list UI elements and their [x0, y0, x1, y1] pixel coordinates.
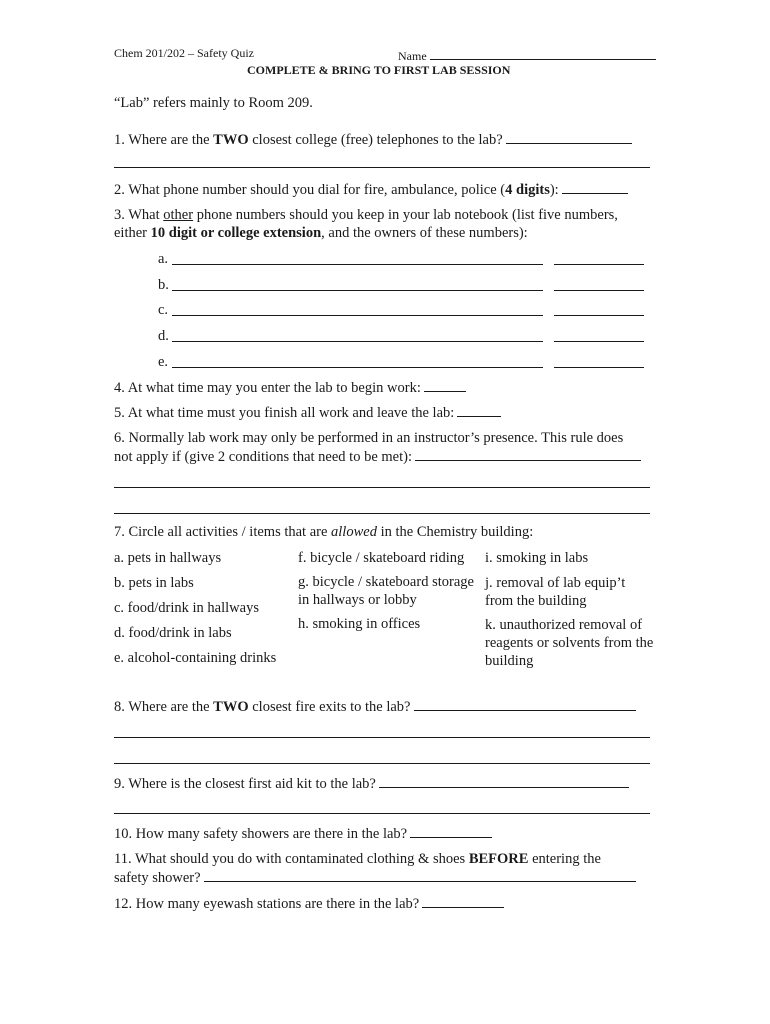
phone-number-line-e[interactable]	[172, 367, 543, 368]
activities-column-3	[485, 549, 655, 670]
question-3-line-1: 3. What other phone numbers should you keep in your lab notebook (list five numbers,	[114, 207, 618, 223]
answer-blank-5[interactable]	[457, 403, 501, 417]
answer-blank-12[interactable]	[422, 894, 504, 908]
phone-owner-line-a[interactable]	[554, 264, 644, 265]
phone-owner-line-c[interactable]	[554, 315, 644, 316]
activities-column-1	[114, 549, 294, 667]
phone-item-d: d.	[158, 328, 169, 344]
answer-blank-2[interactable]	[562, 180, 628, 194]
question-4: 4. At what time may you enter the lab to begin work:	[114, 378, 466, 398]
answer-blank-9[interactable]	[379, 774, 629, 788]
answer-line-9[interactable]	[114, 813, 650, 814]
answer-blank-10[interactable]	[410, 824, 492, 838]
name-label: Name	[398, 49, 427, 63]
question-5: 5. At what time must you finish all work and leave the lab:	[114, 403, 501, 423]
answer-line-8a[interactable]	[114, 737, 650, 738]
activity-item-i[interactable]: i. smoking in labs	[485, 550, 589, 566]
activities-column-2	[298, 549, 476, 633]
answer-line-1[interactable]	[114, 167, 650, 168]
name-blank[interactable]	[430, 46, 656, 60]
question-6-line-1: 6. Normally lab work may only be performed in an instructor’s presence. This rule does	[114, 430, 624, 446]
question-11-line-2: safety shower?	[114, 868, 636, 888]
question-9: 9. Where is the closest first aid kit to the lab?	[114, 774, 629, 794]
question-6-line-2: not apply if (give 2 conditions that need to be met):	[114, 447, 641, 467]
name-field[interactable]	[398, 46, 656, 64]
phone-number-line-b[interactable]	[172, 290, 543, 291]
phone-number-line-c[interactable]	[172, 315, 543, 316]
intro-text: “Lab” refers mainly to Room 209.	[114, 95, 313, 111]
question-3-line-2: either 10 digit or college extension, and the owners of these numbers):	[114, 225, 528, 241]
phone-item-b: b.	[158, 277, 169, 293]
phone-item-a: a.	[158, 251, 169, 267]
activity-item-a[interactable]: a. pets in hallways	[114, 550, 222, 566]
course-title: Chem 201/202 – Safety Quiz	[114, 46, 254, 60]
phone-owner-line-d[interactable]	[554, 341, 644, 342]
answer-line-6a[interactable]	[114, 487, 650, 488]
answer-blank-1[interactable]	[506, 130, 632, 144]
answer-line-8b[interactable]	[114, 763, 650, 764]
question-2: 2. What phone number should you dial for fire, ambulance, police (4 digits):	[114, 180, 628, 200]
question-8: 8. Where are the TWO closest fire exits to the lab?	[114, 697, 636, 717]
phone-number-line-d[interactable]	[172, 341, 543, 342]
phone-owner-line-e[interactable]	[554, 367, 644, 368]
answer-blank-11[interactable]	[204, 868, 636, 882]
activity-item-g[interactable]: g. bicycle / skateboard storage in hallways or lobby	[298, 574, 474, 608]
activity-item-e[interactable]: e. alcohol-containing drinks	[114, 650, 277, 666]
question-10: 10. How many safety showers are there in the lab?	[114, 824, 492, 844]
phone-item-c: c.	[158, 302, 169, 318]
page-subtitle: COMPLETE & BRING TO FIRST LAB SESSION	[247, 63, 511, 77]
activity-item-f[interactable]: f. bicycle / skateboard riding	[298, 550, 465, 566]
question-12: 12. How many eyewash stations are there in the lab?	[114, 894, 504, 914]
question-11-line-1: 11. What should you do with contaminated clothing & shoes BEFORE entering the	[114, 851, 601, 867]
phone-owner-line-b[interactable]	[554, 290, 644, 291]
answer-line-6b[interactable]	[114, 513, 650, 514]
answer-blank-4[interactable]	[424, 378, 466, 392]
activity-item-k[interactable]: k. unauthorized removal of reagents or solvents from the building	[485, 617, 654, 669]
question-7: 7. Circle all activities / items that are allowed in the Chemistry building:	[114, 524, 534, 540]
activity-item-j[interactable]: j. removal of lab equip’t from the building	[485, 575, 626, 609]
phone-number-line-a[interactable]	[172, 264, 543, 265]
answer-blank-8[interactable]	[414, 697, 636, 711]
activity-item-b[interactable]: b. pets in labs	[114, 575, 194, 591]
activity-item-c[interactable]: c. food/drink in hallways	[114, 600, 259, 616]
activity-item-h[interactable]: h. smoking in offices	[298, 616, 421, 632]
activity-item-d[interactable]: d. food/drink in labs	[114, 625, 232, 641]
phone-item-e: e.	[158, 354, 169, 370]
answer-blank-6[interactable]	[415, 447, 641, 461]
question-1: 1. Where are the TWO closest college (free) telephones to the lab?	[114, 130, 632, 150]
